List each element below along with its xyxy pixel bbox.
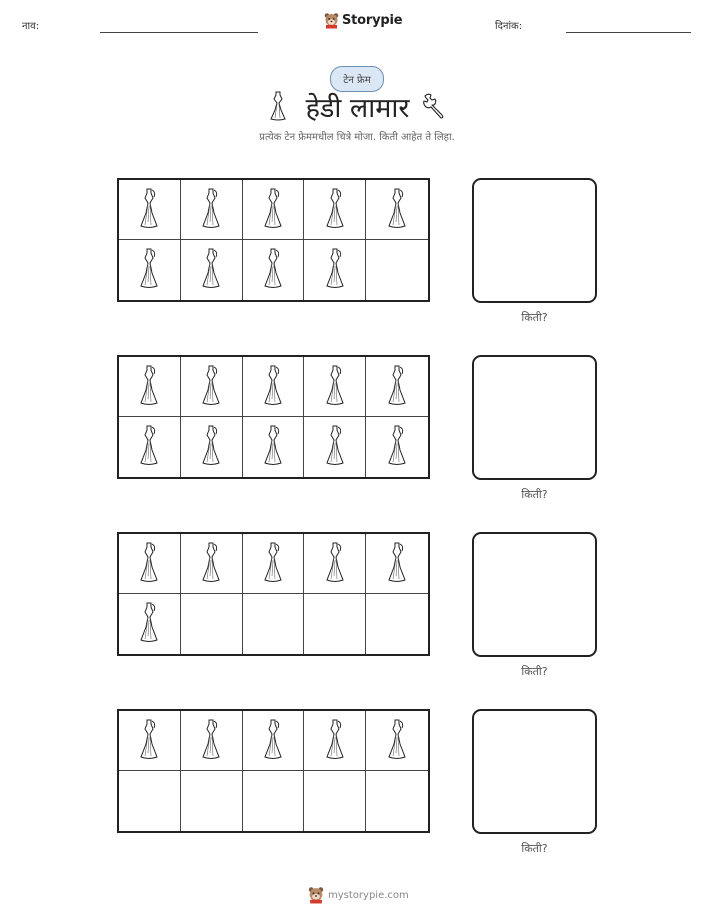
frame-cell [304, 240, 366, 300]
dress-icon [384, 186, 410, 234]
dress-icon [384, 540, 410, 588]
dress-icon [260, 186, 286, 234]
dress-icon [260, 363, 286, 411]
frame-cell [304, 417, 366, 477]
dress-icon [384, 363, 410, 411]
dress-icon [198, 717, 224, 765]
frame-cell [181, 357, 243, 417]
ten-frame-4 [117, 709, 430, 833]
dress-icon [198, 423, 224, 471]
dress-icon [198, 246, 224, 294]
answer-box-1[interactable] [472, 178, 597, 303]
dress-icon [136, 717, 162, 765]
dress-icon [136, 246, 162, 294]
dress-icon [266, 90, 290, 122]
dress-icon [322, 363, 348, 411]
dress-icon [136, 600, 162, 648]
dress-icon [198, 540, 224, 588]
answer-box-2[interactable] [472, 355, 597, 480]
page-title: हेडी लामार [305, 93, 410, 124]
frame-cell [119, 180, 181, 240]
frame-cell [243, 771, 305, 831]
wrench-icon [422, 92, 448, 120]
frame-cell [366, 534, 428, 594]
dress-icon [260, 540, 286, 588]
frame-cell [243, 594, 305, 654]
date-label: दिनांक: [495, 21, 523, 32]
dress-icon [198, 186, 224, 234]
category-pill: टेन फ्रेम [330, 66, 384, 92]
ten-frame-1 [117, 178, 430, 302]
brand-name: Storypie [342, 13, 403, 28]
footer-url: mystorypie.com [328, 889, 409, 901]
frame-cell [304, 711, 366, 771]
answer-box-3[interactable] [472, 532, 597, 657]
frame-cell [181, 594, 243, 654]
frame-cell [243, 180, 305, 240]
frame-cell [366, 357, 428, 417]
dress-icon [136, 363, 162, 411]
answer-prompt-2: किती? [521, 488, 548, 501]
frame-cell [366, 771, 428, 831]
frame-cell [181, 180, 243, 240]
frame-cell [243, 711, 305, 771]
storypie-mascot-icon [324, 12, 339, 29]
dress-icon [198, 363, 224, 411]
ten-frame-2 [117, 355, 430, 479]
answer-prompt-3: किती? [521, 665, 548, 678]
frame-cell [366, 240, 428, 300]
dress-icon [322, 186, 348, 234]
frame-cell [243, 417, 305, 477]
frame-cell [366, 180, 428, 240]
footer [308, 886, 409, 904]
dress-icon [260, 246, 286, 294]
answer-prompt-1: किती? [521, 311, 548, 324]
ten-frame-3 [117, 532, 430, 656]
name-label: नाव: [22, 21, 40, 32]
frame-cell [119, 240, 181, 300]
brand-logo [324, 12, 402, 29]
dress-icon [260, 423, 286, 471]
frame-cell [181, 240, 243, 300]
frame-cell [366, 594, 428, 654]
frame-cell [119, 534, 181, 594]
frame-cell [119, 771, 181, 831]
frame-cell [304, 180, 366, 240]
instruction-text: प्रत्येक टेन फ्रेममधील चित्रे मोजा. किती आहेत ते लिहा. [259, 132, 455, 143]
frame-cell [119, 711, 181, 771]
dress-icon [136, 423, 162, 471]
dress-icon [384, 717, 410, 765]
dress-icon [322, 717, 348, 765]
frame-cell [243, 357, 305, 417]
frame-cell [119, 417, 181, 477]
frame-cell [366, 711, 428, 771]
answer-box-4[interactable] [472, 709, 597, 834]
dress-icon [136, 540, 162, 588]
frame-cell [243, 534, 305, 594]
frame-cell [119, 357, 181, 417]
frame-cell [304, 534, 366, 594]
frame-cell [119, 594, 181, 654]
storypie-mascot-icon [308, 886, 324, 904]
dress-icon [322, 246, 348, 294]
dress-icon [136, 186, 162, 234]
frame-cell [181, 417, 243, 477]
frame-cell [304, 357, 366, 417]
date-line[interactable] [566, 32, 691, 33]
dress-icon [384, 423, 410, 471]
frame-cell [181, 711, 243, 771]
frame-cell [181, 534, 243, 594]
dress-icon [260, 717, 286, 765]
frame-cell [304, 771, 366, 831]
dress-icon [322, 423, 348, 471]
name-line[interactable] [100, 32, 258, 33]
dress-icon [322, 540, 348, 588]
frame-cell [304, 594, 366, 654]
frame-cell [181, 771, 243, 831]
answer-prompt-4: किती? [521, 842, 548, 855]
frame-cell [243, 240, 305, 300]
frame-cell [366, 417, 428, 477]
